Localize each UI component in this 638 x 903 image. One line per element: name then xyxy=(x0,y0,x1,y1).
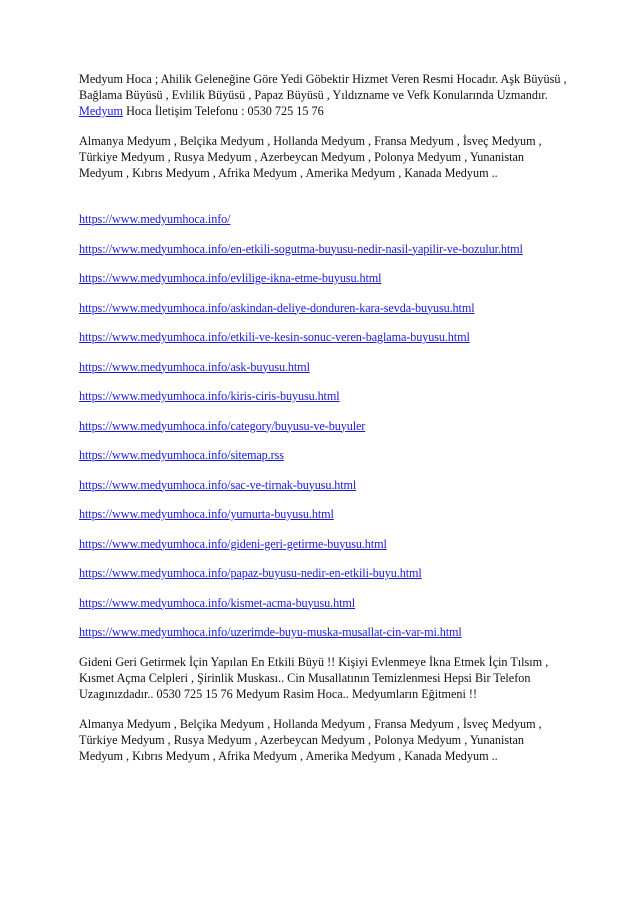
link-kismet-acma[interactable]: https://www.medyumhoca.info/kismet-acma-buyusu.html xyxy=(79,595,356,610)
link-baglama-buyusu[interactable]: https://www.medyumhoca.info/etkili-ve-kesin-sonuc-veren-baglama-buyusu.html xyxy=(79,330,470,344)
intro-text-2: Hoca İletişim Telefonu : 0530 725 15 76 xyxy=(123,104,324,118)
services-paragraph: Gideni Geri Getirmek İçin Yapılan En Etkili Büyü !! Kişiyi Evlenmeye İkna Etmek İçin Tılsım , Kısmet Açma Celpleri , Şirinlik Muskası.. Cin Musallatının Temizlenmesi Hepsi Bir Telefon Uzagınızdadır.. 0530 725 15 76 Medyum Rasim Hoca.. Medyumların Eğitmeni !! xyxy=(79,654,549,701)
countries-paragraph-1: Almanya Medyum , Belçika Medyum , Hollanda Medyum , Fransa Medyum , İsveç Medyum , Türkiye Medyum , Rusya Medyum , Azerbeycan Medyum , Polonya Medyum , Yunanistan Medyum , Kıbrıs Medyum , Afrika Medyum , Amerika Medyum , Kanada Medyum .. xyxy=(79,134,542,180)
link-sitemap[interactable]: https://www.medyumhoca.info/sitemap.rss xyxy=(79,448,284,462)
medyum-link[interactable]: Medyum xyxy=(79,104,124,118)
link-gideni-geri[interactable]: https://www.medyumhoca.info/gideni-geri-getirme-buyusu.html xyxy=(79,536,387,551)
link-yumurta[interactable]: https://www.medyumhoca.info/yumurta-buyusu.html xyxy=(79,507,334,521)
link-evlilige-ikna[interactable]: https://www.medyumhoca.info/evlilige-ikna-etme-buyusu.html xyxy=(79,271,382,285)
link-uzerimde-buyu[interactable]: https://www.medyumhoca.info/uzerimde-buyu-muska-musallat-cin-var-mi.html xyxy=(79,625,462,639)
intro-text-1: Medyum Hoca ; Ahilik Geleneğine Göre Yedi Göbektir Hizmet Veren Resmi Hocadır. Aşk Büyüsü , Bağlama Büyüsü , Evlilik Büyüsü , Papaz Büyüsü , Yıldızname ve Vefk Konularında Uzmandır. xyxy=(79,72,567,102)
link-list xyxy=(79,211,569,640)
link-papaz-buyusu[interactable]: https://www.medyumhoca.info/papaz-buyusu-nedir-en-etkili-buyu.html xyxy=(79,566,422,580)
link-home[interactable]: https://www.medyumhoca.info/ xyxy=(79,212,231,226)
countries-paragraph-2: Almanya Medyum , Belçika Medyum , Hollanda Medyum , Fransa Medyum , İsveç Medyum , Türkiye Medyum , Rusya Medyum , Azerbeycan Medyum , Polonya Medyum , Yunanistan Medyum , Kıbrıs Medyum , Afrika Medyum , Amerika Medyum , Kanada Medyum .. xyxy=(79,716,542,763)
link-kiris-ciris[interactable]: https://www.medyumhoca.info/kiris-ciris-buyusu.html xyxy=(79,389,340,403)
link-sogutma-buyusu[interactable]: https://www.medyumhoca.info/en-etkili-sogutma-buyusu-nedir-nasil-yapilir-ve-bozulur.html xyxy=(79,241,523,256)
link-kara-sevda[interactable]: https://www.medyumhoca.info/askindan-deliye-donduren-kara-sevda-buyusu.html xyxy=(79,300,475,315)
link-category[interactable]: https://www.medyumhoca.info/category/buyusu-ve-buyuler xyxy=(79,418,366,433)
link-sac-tirnak[interactable]: https://www.medyumhoca.info/sac-ve-tirnak-buyusu.html xyxy=(79,477,357,492)
intro-paragraph xyxy=(79,71,569,119)
link-ask-buyusu[interactable]: https://www.medyumhoca.info/ask-buyusu.html xyxy=(79,359,310,374)
document-page xyxy=(79,71,569,778)
